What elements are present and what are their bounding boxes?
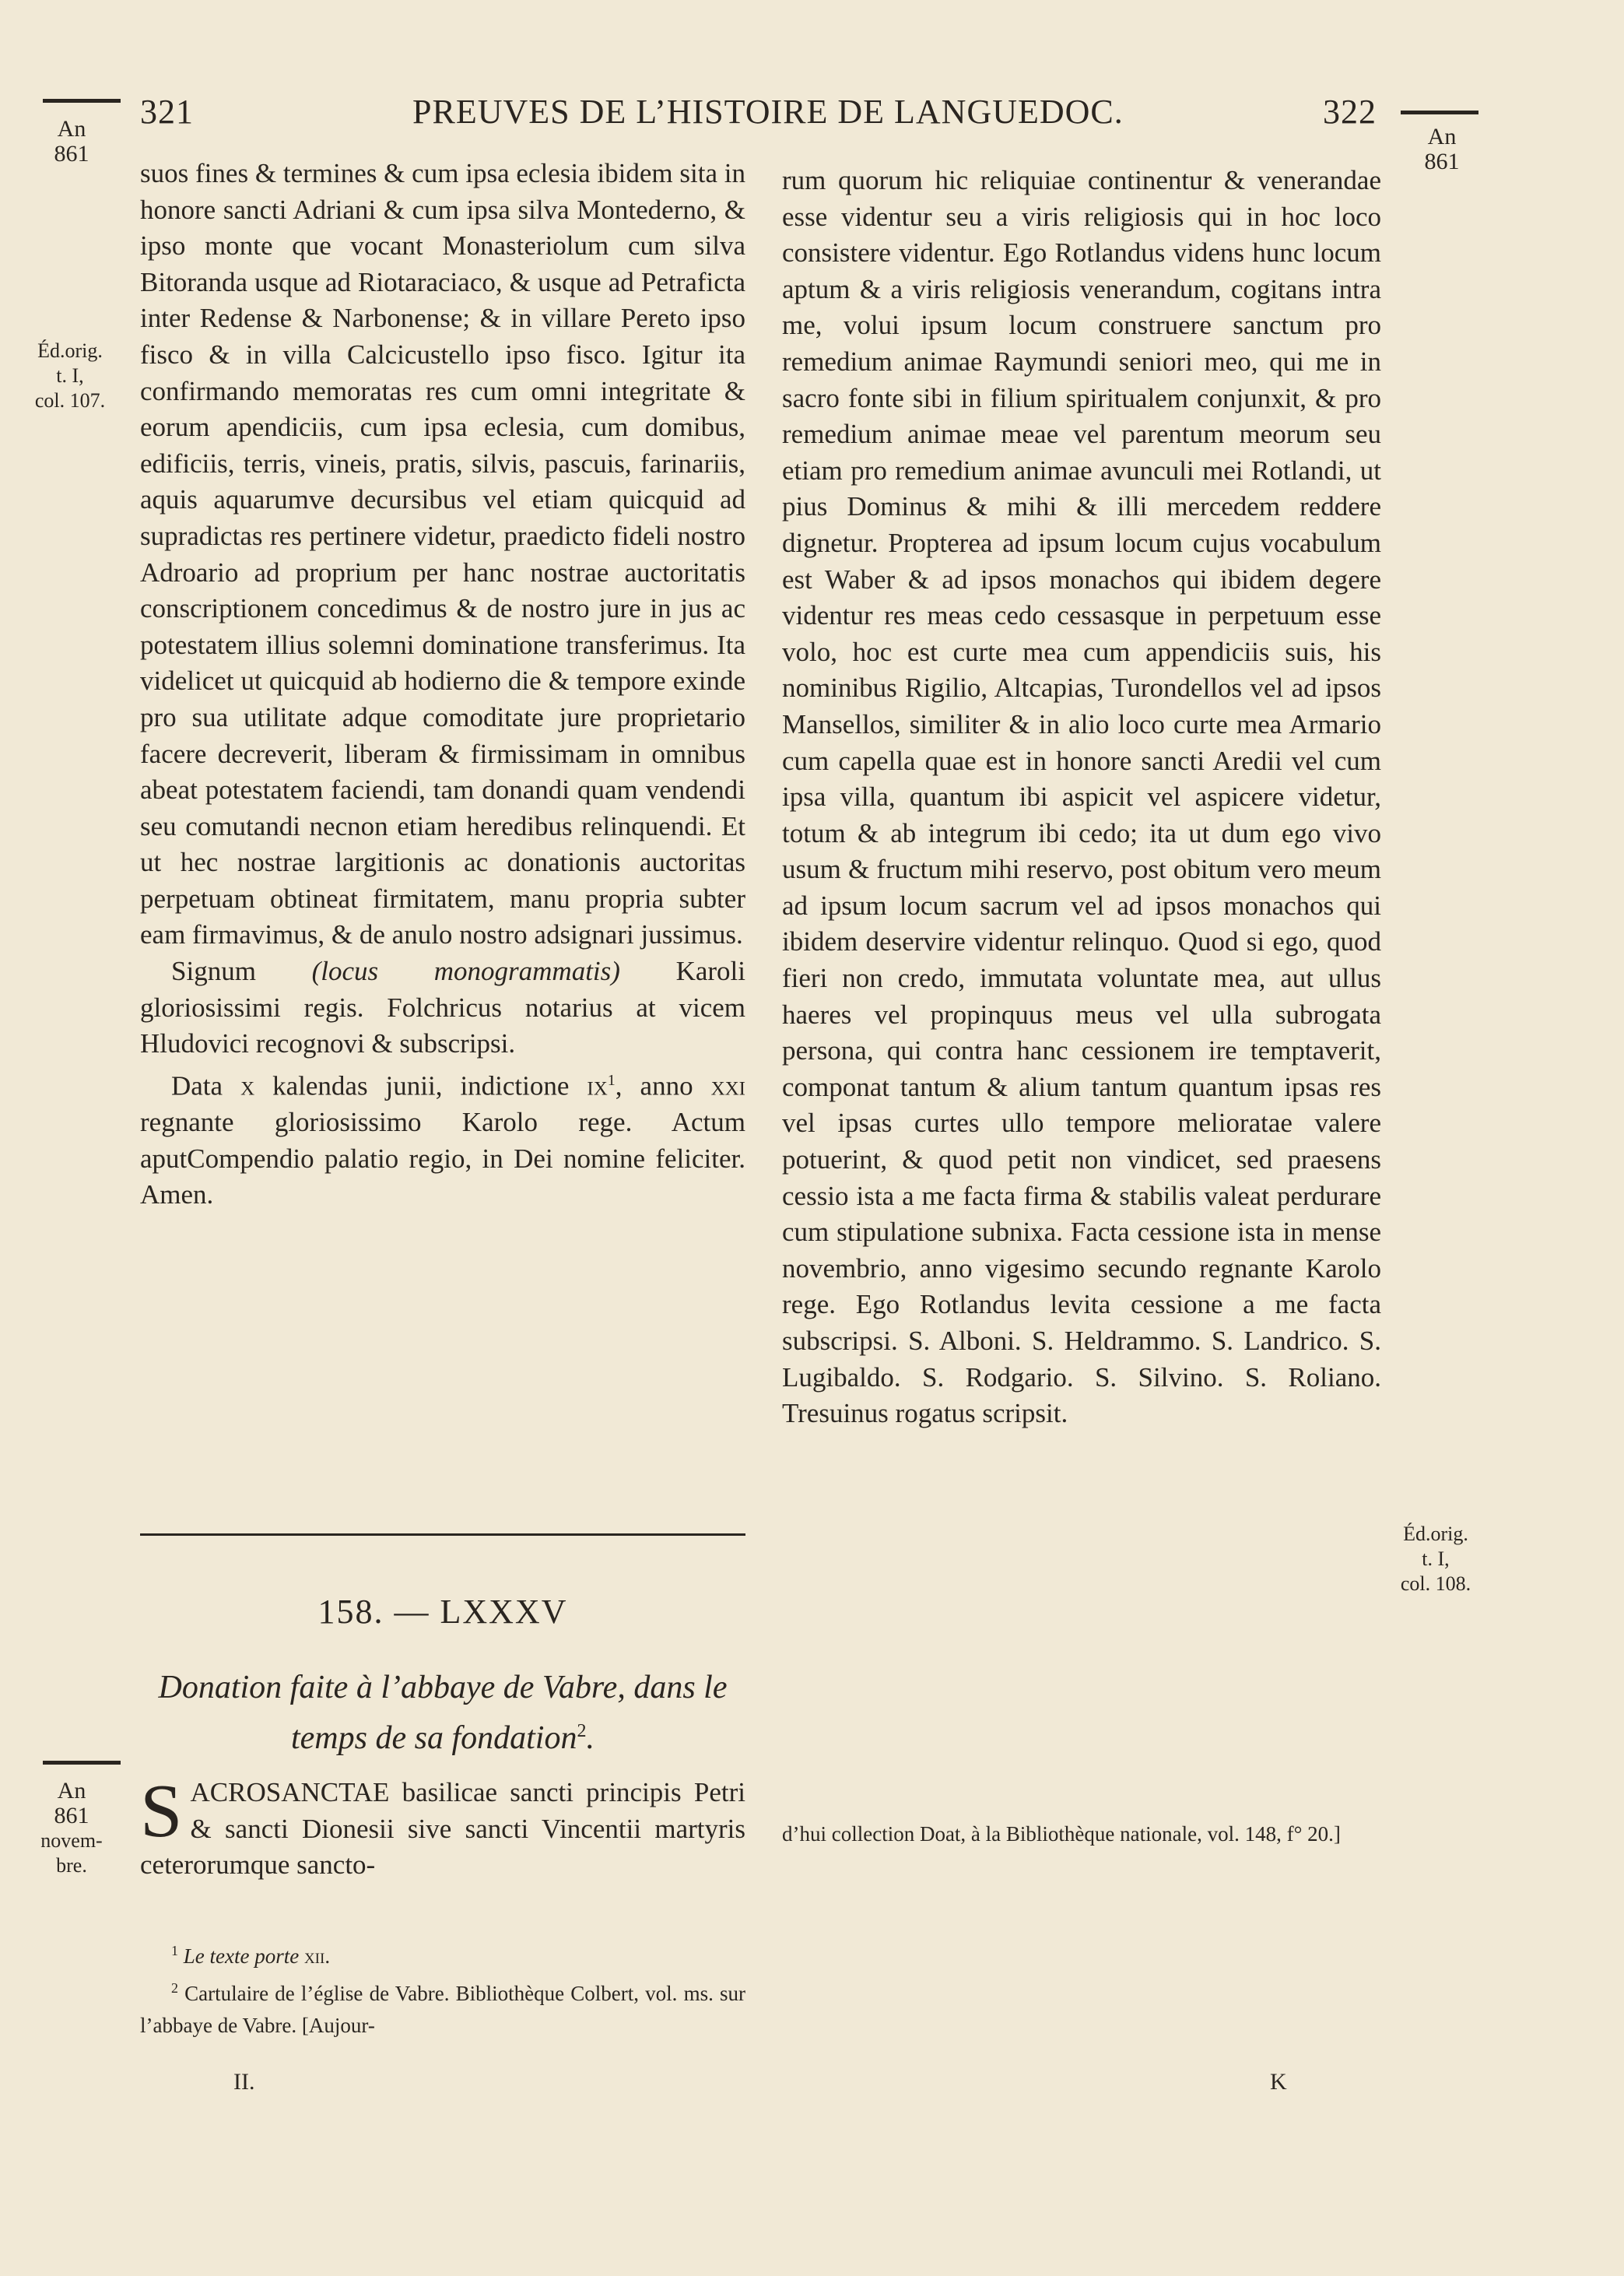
footnote-1: $^1$ Le texte porte xii. — [171, 1943, 331, 1968]
document-opening: SACROSANCTAE basilicae sancti principis Petri & sancti Dionesii sive sancti Vincentii martyris ceterorumque sancto- — [140, 1769, 745, 1881]
left-page-number: 321 — [140, 93, 194, 131]
charter-text-end: suos fines & termines & cum ipsa eclesia ibidem sita in honore sancti Adriani & cum ipsa silva Montederno, & ipso monte que vocant Monasteriolum cum silva Bitoranda usque ad Riotaraciaco, & usque ad Petraficta inter Redense & Narbonense; & in villare Pereto ipso fisco & in villa Calcicustello ipso fisco. Igitur ita confirmando memoratas res cum omni integritate & eorum apendiciis, cum ipsa eclesia, cum domibus, edificiis, terris, vineis, pratis, silvis, pascuis, farinariis, aquis aquarumve decursibus vel etiam quicquid ad supradictas res pertinere videtur, praedicto fideli nostro Adroario ad proprium per hanc nostrae auctoritatis conscriptionem concedimus & de nostro jure in jus ac potestatem illius solemni dominatione transferimus. Ita videlicet ut quicquid ab hodierno die & tempore exinde pro sua utilitate adque comoditate jure proprietario facere decreverit, liberam & firmissimam in omnibus abeat potestatem faciendi, tam donandi quam vendendi seu comutandi necnon etiam heredibus relinquendi. Et ut hec nostrae largitionis ac donationis auctoritas perpetuam obtineat firmitatem, manu propria subter eam firmavimus, & de anulo nostro adsignari jussimus. — [140, 158, 745, 950]
margin-edorig-left: Éd.orig. t. I, col. 107. — [34, 339, 106, 412]
drop-capital: S — [140, 1769, 183, 1853]
margin-rule-left — [43, 1761, 121, 1765]
running-title: PREUVES DE L’HISTOIRE DE LANGUEDOC. — [412, 93, 1124, 131]
footnote-continuation: d’hui collection Doat, à la Bibliothèque nationale, vol. 148, f° 20.] — [782, 1822, 1341, 1846]
section-divider — [140, 1533, 745, 1536]
footnote-2: $^2$ Cartulaire de l’église de Vabre. Bibliothèque Colbert, vol. ms. sur l’abbaye de Vabre. [Aujour- — [140, 1980, 746, 2037]
signum-paragraph: Signum (locus monogrammatis) Karoli gloriosissimi regis. Folchricus notarius at vicem Hludovici recognovi & subscripsi. — [140, 956, 745, 1059]
right-column — [782, 163, 1381, 1432]
margin-edorig-right: Éd.orig. t. I, col. 108. — [1400, 1523, 1471, 1595]
donation-text: rum quorum hic reliquiae continentur & venerandae esse videntur seu a viris religiosis qui in hoc loco consistere videntur. Ego Rotlandus videns hunc locum aptum & a viris religiosis venerandum, cogitans intra me, volui ipsum locum construere sanctum pro remedium animae Raymundi seniori meo, qui me in sacro fonte sibi in filium spiritualem conjunxit, & pro remedium animae meae vel parentum meorum seu etiam pro remedium animae avunculi mei Rotlandi, ut pius Dominus & mihi & illi mercedem reddere dignetur. Propterea ad ipsum locum cujus vocabulum est Waber & ad ipsos monachos qui ibidem degere videntur res meas cedo cessasque in perpetuum esse volo, hoc est curte mea cum appendiciis suis, his nominibus Rigilio, Altcapias, Turondellos vel ad ipsos Mansellos, similiter & in alio loco curte mea Armario cum capella quae est in honore sancti Aredii vel cum ipsa villa, quantum ibi aspicit vel aspicere videtur, totum & ab integrum ibi cedo; ita ut dum ego vivo usum & fructum mihi reservo, post obitum vero meum ad ipsum locum sacrum vel ad ipsos monachos qui ibidem deservire videntur relinquo. Quod si ego, quod fieri non credo, immutata voluntate mea, aut ullus haeres vel propinquus meus vel ulla subrogata persona, qui contra hanc cessionem ire temptaverit, componat tantum & alium tantum quantum ipsas res vel ipsas curtes ullo tempore melioratae valere potuerint, & quod petit non vindicet, sed praesens cessio ista a me facta firma & stabilis valeat perdurare cum stipulatione subnixa. Facta cessione ista in mense novembrio, anno vigesimo secundo regnante Karolo rege. Ego Rotlandus levita cessione a me facta subscripsi. S. Alboni. S. Heldrammo. S. Landrico. S. Lugibaldo. S. Rodgario. S. Silvino. S. Roliano. Tresuinus rogatus scripsit. — [782, 165, 1381, 1429]
document-number: 158. — LXXXV — [317, 1593, 568, 1631]
right-page-number: 322 — [1323, 93, 1377, 131]
document-title: Donation faite à l’abbaye de Vabre, dans le temps de sa fondation$^2$. — [158, 1670, 728, 1756]
footnotes-left — [140, 1935, 745, 2042]
header-rule-right — [1401, 111, 1478, 114]
margin-year-left-bottom: An 861 novem- bre. — [40, 1778, 103, 1877]
margin-year-left-top: An 861 — [54, 116, 89, 167]
signature-left: II. — [233, 2069, 255, 2095]
dating-paragraph: Data x kalendas junii, indictione $ix^1$, anno xxi regnante gloriosissimo Karolo rege. Actum aputCompendio palatio regio, in Dei nomine feliciter. Amen. — [140, 1070, 745, 1210]
header-rule-left — [43, 99, 121, 103]
signature-right: K — [1270, 2069, 1287, 2095]
margin-year-right-top: An 861 — [1424, 124, 1460, 174]
left-column — [140, 156, 745, 1214]
